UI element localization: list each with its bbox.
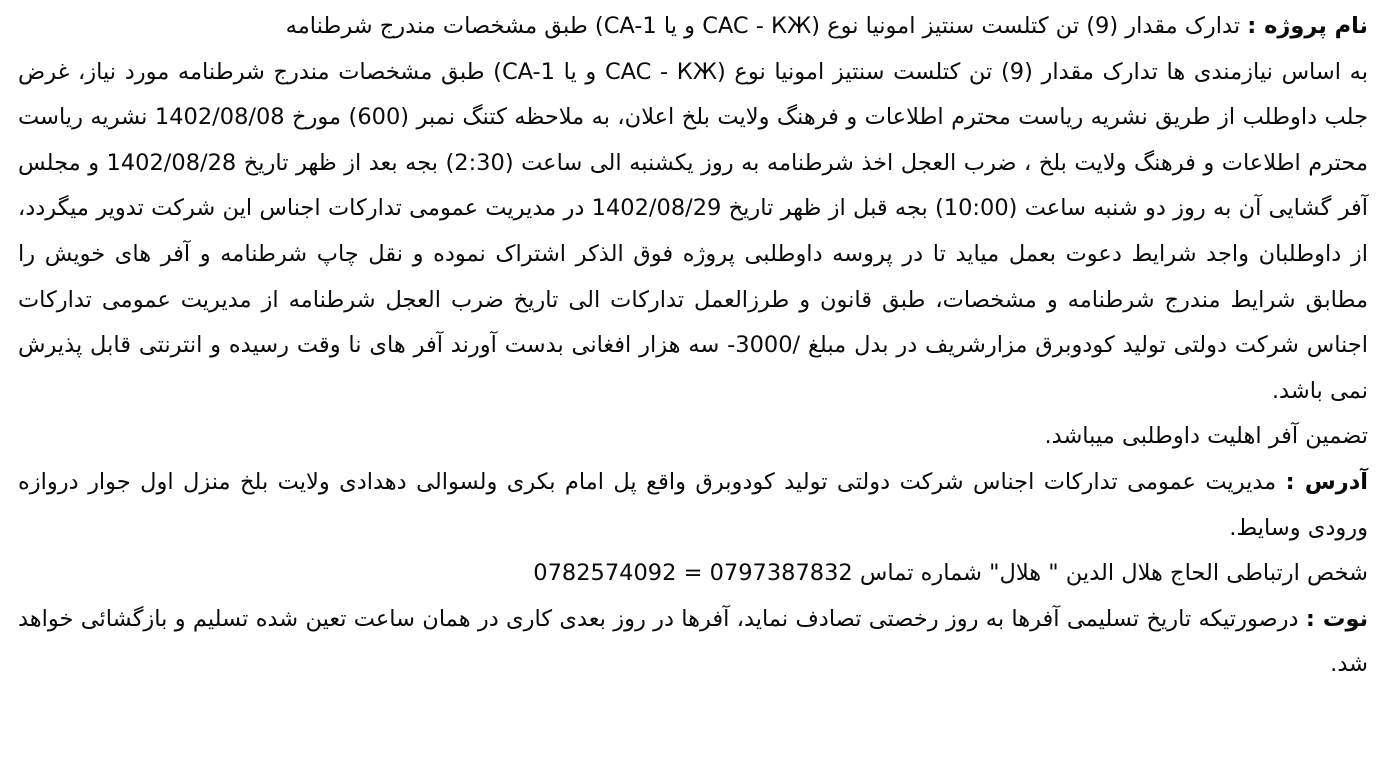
- body-paragraph: به اساس نیازمندی ها تدارک مقدار (9) تن کتلست سنتیز امونیا نوع (CAC - КЖ و یا CA-1) طبق مشخصات مندرج شرطنامه مورد نیاز، غرض جلب داوطلب از طریق نشریه ریاست محترم اطلاعات و فرهنگ ولایت بلخ اعلان، به ملاحظه کتنگ نمبر (600) مورخ 1402/08/08 نشریه ریاست محترم اطلاعات و فرهنگ ولایت بلخ ، ضرب العجل اخذ شرطنامه به روز یکشنبه الی ساعت (2:30) بجه بعد از ظهر تاریخ 1402/08/28 و مجلس آفر گشایی آن به روز دو شنبه ساعت (10:00) بجه قبل از ظهر تاریخ 1402/08/29 در مدیریت عمومی تدارکات اجناس این شرکت تدویر میگردد، از داوطلبان واجد شرایط دعوت بعمل میاید تا در پروسه داوطلبی پروژه فوق الذکر اشتراک نموده و نقل چاپ شرطنامه و آفر های خویش را مطابق شرایط مندرج شرطنامه و مشخصات، طبق قانون و طرزالعمل تدارکات الی تاریخ ضرب العجل شرطنامه از مدیریت عمومی تدارکات اجناس شرکت دولتی تولید کودوبرق مزارشریف در بدل مبلغ /3000- سه هزار افغانی بدست آورند آفر های نا وقت رسیده و انترنتی قابل پذیرش نمی باشد.: [18, 58, 1369, 404]
- address-paragraph: [18, 460, 1368, 551]
- tender-notice: [18, 4, 1368, 688]
- contact-paragraph: شخص ارتباطی الحاج هلال الدین " هلال" شماره تماس 0797387832 = 0782574092: [533, 560, 1368, 587]
- address-text: مدیریت عمومی تدارکات اجناس شرکت دولتی تولید کودوبرق واقع پل امام بکری ولسوالی دهدادی ولایت بلخ منزل اول جوار دروازه ورودی وسایط.: [18, 468, 1368, 541]
- address-label: آدرس :: [1285, 468, 1369, 495]
- guarantee-paragraph: تضمین آفر اهلیت داوطلبی میباشد.: [1044, 423, 1368, 450]
- project-paragraph: [18, 4, 1368, 50]
- project-text: تدارک مقدار (9) تن کتلست سنتیز امونیا نوع (CAC - КЖ و یا CA-1) طبق مشخصات مندرج شرطنامه: [285, 13, 1241, 39]
- project-label: نام پروژه :: [1247, 13, 1368, 39]
- note-label: نوت :: [1305, 605, 1369, 632]
- note-paragraph: [18, 597, 1368, 688]
- note-text: درصورتیکه تاریخ تسلیمی آفرها به روز رخصتی تصادف نماید، آفرها در روز بعدی کاری در همان ساعت تعین شده تسلیم و بازگشائی خواهد شد.: [18, 605, 1368, 678]
